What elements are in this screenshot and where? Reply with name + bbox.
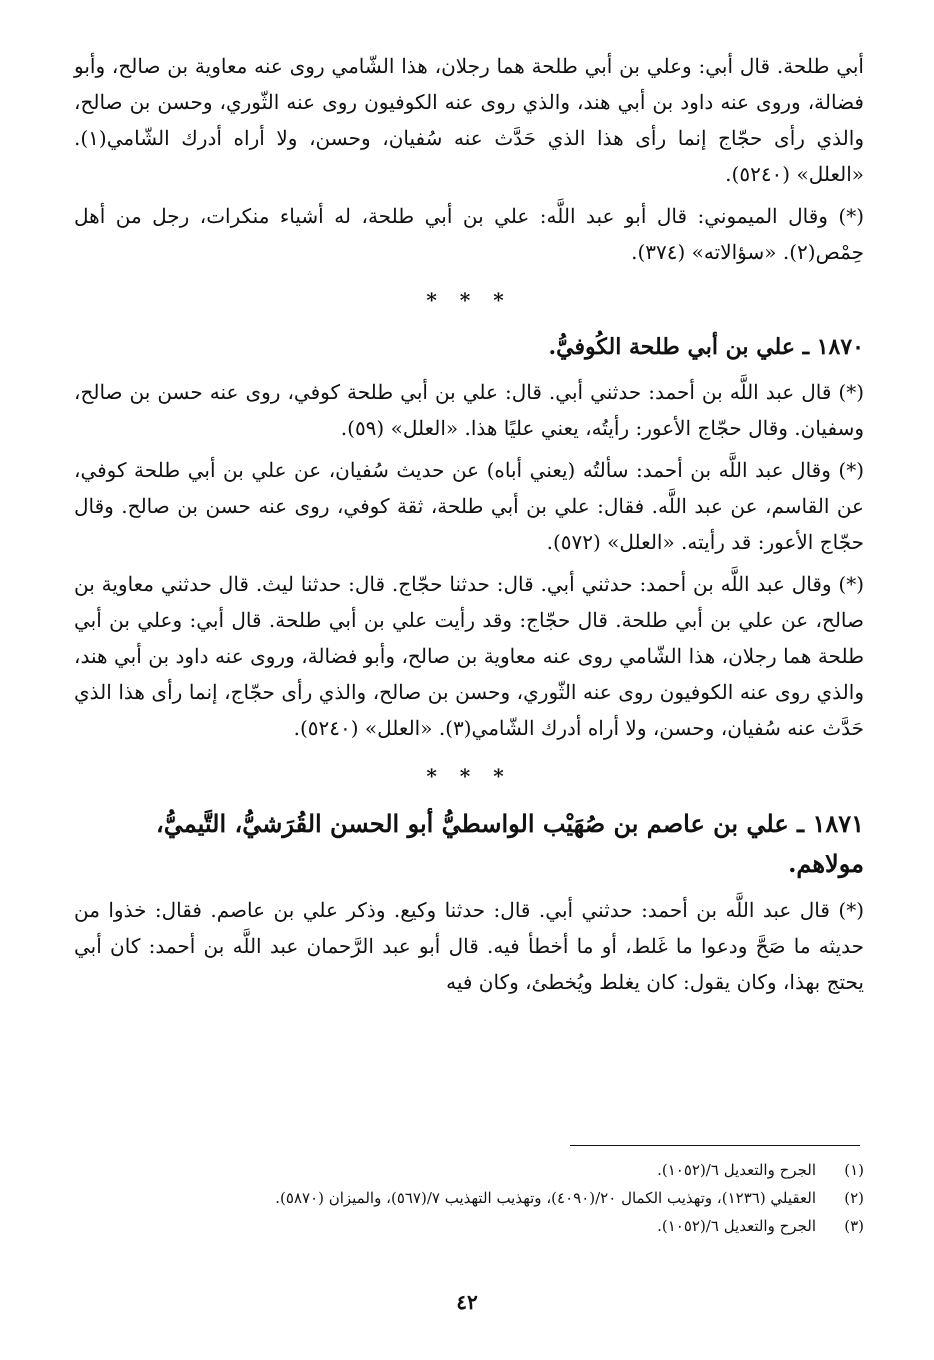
paragraph-entry-1871: (*) قال عبد اللَّه بن أحمد: حدثني أبي. قال: حدثنا وكيع. وذكر علي بن عاصم. فقال: خذوا من حديثه ما صَحَّ ودعوا ما غَلط، أو ما أخطأ فيه. قال أبو عبد الرَّحمان عبد اللَّه بن أحمد: كان أبي يحتج بهذا، وكان يقول: كان يغلط ويُخطئ، وكان فيه xyxy=(74,898,865,994)
footnote-number: (٢) xyxy=(844,1189,864,1207)
page-number: ٤٢ xyxy=(456,1290,478,1314)
footnote-number: (١) xyxy=(844,1161,864,1179)
paragraph-entry-1870-c: (*) وقال عبد اللَّه بن أحمد: حدثني أبي. قال: حدثنا حجّاج. قال: حدثنا ليث. قال حدثني معاوية بن صالح، عن علي بن أبي طلحة. قال حجّاج: وقد رأيت علي بن أبي طلحة. قال أبي: وعلي بن أبي طلحة هما رجلان، هذا الشّامي روى عنه معاوية بن صالح، وأبو فضالة، وروى عنه داود بن أبي هند، والذي روى عنه الكوفيون روى عنه الثّوري، وحسن بن صالح، والذي رأى حجّاج، إنما رأى هذا الذي حَدَّث عنه سُفيان، وحسن، ولا أراه أدرك الشّامي(٣). «العلل» (٥٢٤٠). xyxy=(74,572,864,740)
entry-heading-1870: ١٨٧٠ ـ علي بن أبي طلحة الكُوفيُّ. xyxy=(548,334,864,360)
footnote-item xyxy=(74,1212,864,1240)
entry-heading-1871: ١٨٧١ ـ علي بن عاصم بن صُهَيْب الواسطيُّ أبو الحسن القُرَشيُّ، التَّيميُّ، مولاهم. xyxy=(156,809,864,878)
page-body xyxy=(74,48,864,1006)
footnote-text: العقيلي (١٢٣٦)، وتهذيب الكمال ٢٠/(٤٠٩٠)، وتهذيب التهذيب ٧/(٥٦٧)، والميزان (٥٨٧٠). xyxy=(275,1189,816,1207)
paragraph-entry-1870-a: (*) قال عبد اللَّه بن أحمد: حدثني أبي. قال: علي بن أبي طلحة كوفي، روى عنه حسن بن صالح، وسفيان. وقال حجّاج الأعور: رأيتُه، يعني عليًا هذا. «العلل» (٥٩). xyxy=(74,380,864,440)
footnote-item xyxy=(74,1184,864,1212)
paragraph-maymuni: (*) وقال الميموني: قال أبو عبد اللَّه: علي بن أبي طلحة، له أشياء منكرات، رجل من أهل حِمْص(٢). «سؤالاته» (٣٧٤). xyxy=(74,204,864,264)
footnotes xyxy=(74,1156,864,1240)
footnote-text: الجرح والتعديل ٦/(١٠٥٢). xyxy=(657,1161,816,1179)
footnote-item xyxy=(74,1156,864,1184)
section-separator: * * * xyxy=(426,288,512,312)
footnote-text: الجرح والتعديل ٦/(١٠٥٢). xyxy=(657,1217,816,1235)
footnote-divider xyxy=(570,1145,860,1146)
footnote-number: (٣) xyxy=(844,1217,864,1235)
paragraph-entry-1870-b: (*) وقال عبد اللَّه بن أحمد: سألتُه (يعني أباه) عن حديث سُفيان، عن علي بن أبي طلحة كوفي، عن القاسم، عن عبد اللَّه. فقال: علي بن أبي طلحة، ثقة كوفي، روى عنه حسن بن صالح. وقال حجّاج الأعور: قد رأيته. «العلل» (٥٧٢). xyxy=(74,458,865,554)
paragraph-continuation: أبي طلحة. قال أبي: وعلي بن أبي طلحة هما رجلان، هذا الشّامي روى عنه معاوية بن صالح، وأبو فضالة، وروى عنه داود بن أبي هند، والذي روى عنه الكوفيون روى عنه الثّوري، وحسن بن صالح، والذي رأى حجّاج إنما رأى هذا الذي حَدَّث عنه سُفيان، وحسن، ولا أراه أدرك الشّامي(١). «العلل» (٥٢٤٠). xyxy=(74,54,864,186)
section-separator: * * * xyxy=(426,764,512,788)
